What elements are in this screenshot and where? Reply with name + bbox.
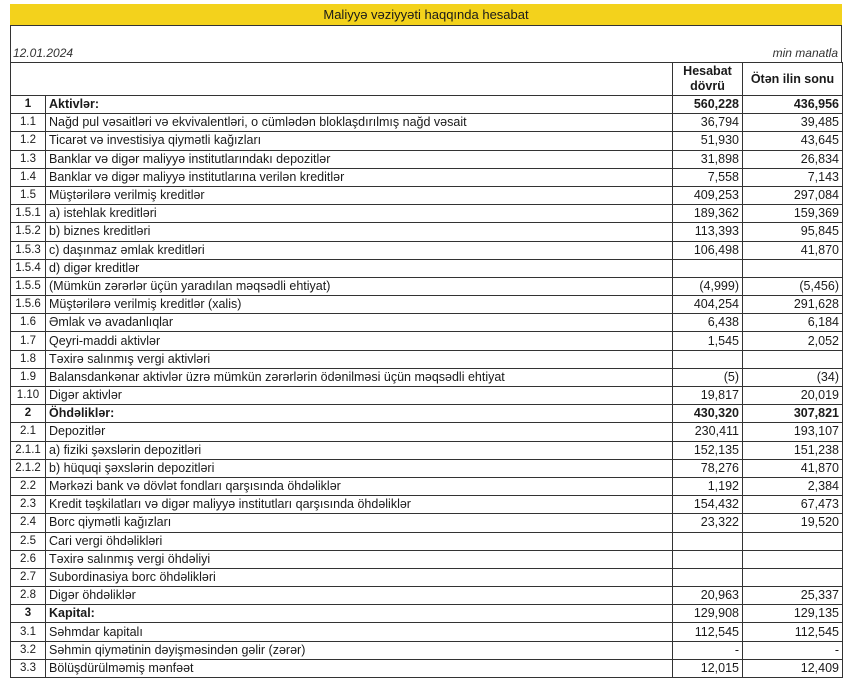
row-label: b) biznes kreditləri [46, 223, 673, 241]
row-number: 1.10 [11, 387, 46, 405]
row-label: a) fiziki şəxslərin depozitləri [46, 441, 673, 459]
table-row [11, 405, 843, 423]
table-row [11, 332, 843, 350]
prior-year-value [743, 259, 843, 277]
row-number: 1.5.3 [11, 241, 46, 259]
current-period-value: 23,322 [673, 514, 743, 532]
prior-year-value: 193,107 [743, 423, 843, 441]
row-number: 2.8 [11, 587, 46, 605]
report-date: 12.01.2024 [13, 46, 74, 60]
report-title: Maliyyə vəziyyəti haqqında hesabat [10, 4, 842, 26]
prior-year-value: 297,084 [743, 186, 843, 204]
row-label: Bölüşdürülməmiş mənfəət [46, 659, 673, 677]
current-period-value: 19,817 [673, 387, 743, 405]
row-label: Müştərilərə verilmiş kreditlər [46, 186, 673, 204]
table-row [11, 550, 843, 568]
table-row [11, 423, 843, 441]
balance-sheet-table [10, 62, 843, 678]
row-label: Kapital: [46, 605, 673, 623]
currency-unit: min manatla [772, 46, 838, 60]
current-period-value: - [673, 641, 743, 659]
row-label: Digər aktivlər [46, 387, 673, 405]
row-number: 1.8 [11, 350, 46, 368]
row-number: 3.3 [11, 659, 46, 677]
table-row [11, 441, 843, 459]
current-period-value: 20,963 [673, 587, 743, 605]
prior-year-value: 307,821 [743, 405, 843, 423]
row-number: 1.1 [11, 114, 46, 132]
prior-year-value: (34) [743, 368, 843, 386]
prior-year-value: 19,520 [743, 514, 843, 532]
row-number: 2.6 [11, 550, 46, 568]
current-period-value: 36,794 [673, 114, 743, 132]
row-number: 1.4 [11, 168, 46, 186]
current-period-value: 560,228 [673, 96, 743, 114]
table-row [11, 223, 843, 241]
row-number: 2.1.1 [11, 441, 46, 459]
row-label: Qeyri-maddi aktivlər [46, 332, 673, 350]
prior-year-value [743, 550, 843, 568]
row-number: 2.5 [11, 532, 46, 550]
prior-year-value: 25,337 [743, 587, 843, 605]
row-label: Balansdankənar aktivlər üzrə mümkün zərərlərin ödənilməsi üçün məqsədli ehtiyat [46, 368, 673, 386]
current-period-value: 7,558 [673, 168, 743, 186]
current-period-value: 154,432 [673, 496, 743, 514]
current-period-value: 106,498 [673, 241, 743, 259]
table-row [11, 387, 843, 405]
table-row [11, 168, 843, 186]
prior-year-value: 2,384 [743, 477, 843, 495]
row-label: (Mümkün zərərlər üçün yaradılan məqsədli ehtiyat) [46, 277, 673, 295]
row-number: 1.3 [11, 150, 46, 168]
prior-year-value: 7,143 [743, 168, 843, 186]
row-label: Əmlak və avadanlıqlar [46, 314, 673, 332]
row-label: Təxirə salınmış vergi öhdəliyi [46, 550, 673, 568]
prior-year-value [743, 532, 843, 550]
table-row [11, 241, 843, 259]
current-period-value: 129,908 [673, 605, 743, 623]
current-period-value: (5) [673, 368, 743, 386]
prior-year-value: 20,019 [743, 387, 843, 405]
row-number: 1.5.4 [11, 259, 46, 277]
current-period-value [673, 532, 743, 550]
current-period-value [673, 259, 743, 277]
row-label: Subordinasiya borc öhdəlikləri [46, 568, 673, 586]
current-period-value: (4,999) [673, 277, 743, 295]
table-row [11, 605, 843, 623]
row-label: Mərkəzi bank və dövlət fondları qarşısında öhdəliklər [46, 477, 673, 495]
row-label: Aktivlər: [46, 96, 673, 114]
prior-year-value: 67,473 [743, 496, 843, 514]
table-row [11, 96, 843, 114]
row-label: Banklar və digər maliyyə institutlarına verilən kreditlər [46, 168, 673, 186]
prior-year-value: 112,545 [743, 623, 843, 641]
row-number: 1.5.6 [11, 296, 46, 314]
row-number: 3.2 [11, 641, 46, 659]
current-period-value: 31,898 [673, 150, 743, 168]
row-number: 2.1.2 [11, 459, 46, 477]
table-row [11, 532, 843, 550]
row-number: 3.1 [11, 623, 46, 641]
row-label: Müştərilərə verilmiş kreditlər (xalis) [46, 296, 673, 314]
table-row [11, 132, 843, 150]
row-label: Borc qiymətli kağızları [46, 514, 673, 532]
current-period-value: 12,015 [673, 659, 743, 677]
table-row [11, 150, 843, 168]
prior-year-value: 291,628 [743, 296, 843, 314]
row-label: Banklar və digər maliyyə institutlarındakı depozitlər [46, 150, 673, 168]
prior-year-value: 26,834 [743, 150, 843, 168]
row-number: 1.2 [11, 132, 46, 150]
row-number: 2 [11, 405, 46, 423]
table-row [11, 623, 843, 641]
table-row [11, 350, 843, 368]
row-number: 1.5.2 [11, 223, 46, 241]
current-period-value: 6,438 [673, 314, 743, 332]
row-label: b) hüquqi şəxslərin depozitləri [46, 459, 673, 477]
current-period-value: 409,253 [673, 186, 743, 204]
row-number: 2.4 [11, 514, 46, 532]
header-current-period: Hesabat dövrü [673, 63, 743, 96]
prior-year-value [743, 568, 843, 586]
row-label: Səhmdar kapitalı [46, 623, 673, 641]
table-row [11, 641, 843, 659]
table-row [11, 587, 843, 605]
table-row [11, 496, 843, 514]
prior-year-value: (5,456) [743, 277, 843, 295]
table-row [11, 296, 843, 314]
header-blank [11, 63, 673, 96]
table-row [11, 314, 843, 332]
row-number: 1.5.1 [11, 205, 46, 223]
prior-year-value: 43,645 [743, 132, 843, 150]
prior-year-value: 39,485 [743, 114, 843, 132]
current-period-value: 78,276 [673, 459, 743, 477]
row-number: 1.5 [11, 186, 46, 204]
prior-year-value: 129,135 [743, 605, 843, 623]
row-label: Depozitlər [46, 423, 673, 441]
table-row [11, 477, 843, 495]
table-row [11, 459, 843, 477]
prior-year-value: 436,956 [743, 96, 843, 114]
prior-year-value: 159,369 [743, 205, 843, 223]
row-label: Səhmin qiymətinin dəyişməsindən gəlir (zərər) [46, 641, 673, 659]
row-number: 3 [11, 605, 46, 623]
table-row [11, 514, 843, 532]
table-row [11, 368, 843, 386]
current-period-value: 430,320 [673, 405, 743, 423]
prior-year-value: 2,052 [743, 332, 843, 350]
prior-year-value: 151,238 [743, 441, 843, 459]
prior-year-value: 41,870 [743, 241, 843, 259]
current-period-value: 1,545 [673, 332, 743, 350]
current-period-value: 230,411 [673, 423, 743, 441]
current-period-value: 1,192 [673, 477, 743, 495]
table-row [11, 259, 843, 277]
prior-year-value: 95,845 [743, 223, 843, 241]
row-label: a) istehlak kreditləri [46, 205, 673, 223]
row-number: 2.2 [11, 477, 46, 495]
row-label: Təxirə salınmış vergi aktivləri [46, 350, 673, 368]
table-header [11, 63, 843, 96]
prior-year-value: 41,870 [743, 459, 843, 477]
prior-year-value: 12,409 [743, 659, 843, 677]
current-period-value [673, 568, 743, 586]
current-period-value [673, 550, 743, 568]
row-number: 1 [11, 96, 46, 114]
row-label: Nağd pul vəsaitləri və ekvivalentləri, o cümlədən bloklaşdırılmış nağd vəsait [46, 114, 673, 132]
row-number: 2.3 [11, 496, 46, 514]
current-period-value: 113,393 [673, 223, 743, 241]
current-period-value: 152,135 [673, 441, 743, 459]
row-label: Ticarət və investisiya qiymətli kağızları [46, 132, 673, 150]
row-number: 2.1 [11, 423, 46, 441]
table-row [11, 568, 843, 586]
table-row [11, 186, 843, 204]
row-label: Kredit təşkilatları və digər maliyyə institutları qarşısında öhdəliklər [46, 496, 673, 514]
table-row [11, 277, 843, 295]
table-row [11, 659, 843, 677]
row-label: Öhdəliklər: [46, 405, 673, 423]
prior-year-value: - [743, 641, 843, 659]
prior-year-value [743, 350, 843, 368]
current-period-value: 189,362 [673, 205, 743, 223]
current-period-value: 112,545 [673, 623, 743, 641]
current-period-value: 404,254 [673, 296, 743, 314]
row-label: Cari vergi öhdəlikləri [46, 532, 673, 550]
table-row [11, 205, 843, 223]
row-number: 1.9 [11, 368, 46, 386]
row-number: 1.5.5 [11, 277, 46, 295]
row-number: 1.6 [11, 314, 46, 332]
report [10, 4, 842, 678]
row-number: 1.7 [11, 332, 46, 350]
report-meta [10, 26, 842, 62]
current-period-value: 51,930 [673, 132, 743, 150]
prior-year-value: 6,184 [743, 314, 843, 332]
row-number: 2.7 [11, 568, 46, 586]
row-label: Digər öhdəliklər [46, 587, 673, 605]
header-prior-year-end: Ötən ilin sonu [743, 63, 843, 96]
row-label: d) digər kreditlər [46, 259, 673, 277]
current-period-value [673, 350, 743, 368]
row-label: c) daşınmaz əmlak kreditləri [46, 241, 673, 259]
table-row [11, 114, 843, 132]
